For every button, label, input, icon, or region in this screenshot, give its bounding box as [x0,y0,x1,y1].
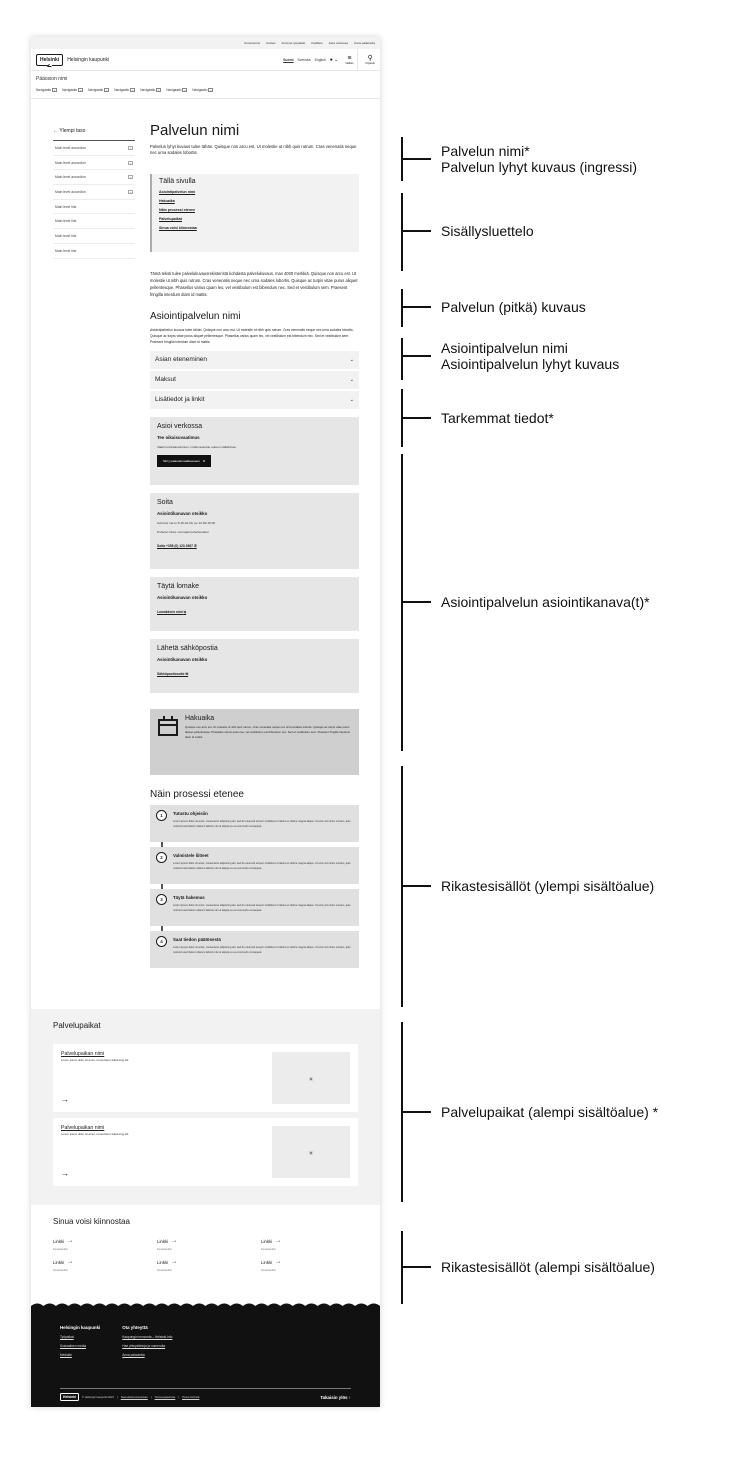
footer: Helsingin kaupunki Työpaikat Sosiaalinen media Medialle Ota yhteyttä Kaupungin neuvonta – Helsinki-info Hae yhteystietoja ja numeroita Anna palautetta Helsinki © Helsingin kaupunki 2021 | Saavutettavuusseloste | Tietosuojaseloste | Tietoa hel.fistä Takaisin ylös ↑ [31,1307,380,1407]
legal-link[interactable]: Tietoa hel.fistä [182,1395,200,1399]
channel-subtitle: Asiointikanavan otsikko [157,511,208,517]
arrow-right-icon: → [275,1259,282,1265]
helsinki-logo[interactable]: Helsinki [36,54,63,66]
image-placeholder [272,1052,350,1104]
annotation-label [441,594,650,610]
place-name[interactable]: Palvelupaikan nimi [61,1125,105,1131]
channel-online [150,417,359,485]
image-icon: ▣ [309,1075,313,1081]
application-period-text: Quisque non arcu est. Ut molestie ut nibh quis rutrum. Cras venenatis neque nec urna sodales lobortis. Quisque ac turpis vitae purus aliquet pellentesque. Phasellus varius quam leo, vel vestibulum est bibendum nec. Sed et vestibulum sem. Praesent fringilla interdum diam id mattis. [185,725,351,740]
annotation-connector [401,885,431,887]
annotation-label [441,1104,658,1120]
link-desc: Kuvausteksti [157,1269,172,1272]
section-nav-label: Navigaatio [140,88,156,92]
page-title: Palvelun nimi [150,122,240,139]
annotation-connector [401,417,431,419]
step-text: Lorem ipsum dolor sit amet, consectetur adipiscing elit, sed do eiusmod tempor incididunt ut labore et dolore magna aliqua. Ut enim ad minim veniam, quis nostrud exercitation ullamco laboris nisi ut aliquip ex ea commodo consequat. [173,820,351,829]
toc-link[interactable]: Asiointipalvelun nimi [159,189,196,194]
application-period [150,709,359,775]
sidebar-accordion[interactable] [53,170,135,185]
footer-col-city [60,1325,100,1357]
chevron-down-icon[interactable]: ⌄ [129,145,132,150]
sidebar-link[interactable] [53,229,135,244]
channel-text: Vaatii tunnistautumisen. Linkki avautuu uuteen välilehteen. [157,445,238,450]
step-number: 3 [156,894,167,905]
annotation-label [441,340,619,372]
footer-link[interactable]: Sosiaalinen media [60,1344,87,1348]
link-label[interactable]: Linkki [261,1238,273,1244]
login-label: Kirjaudu [365,61,375,65]
envelope-icon: ✉ [185,672,189,677]
process-step [150,805,359,842]
related-link[interactable] [157,1238,261,1251]
form-link[interactable] [157,610,186,614]
arrow-right-icon: → [67,1238,74,1244]
section-nav-label: Navigaatio [62,88,78,92]
step-text: Lorem ipsum dolor sit amet, consectetur adipiscing elit, sed do eiusmod tempor incididunt ut labore et dolore magna aliqua. Ut enim ad minim veniam, quis nostrud exercitation ullamco laboris nisi ut aliquip ex ea commodo consequat. [173,946,351,955]
channel-subtitle: Asiointikanavan otsikko [157,595,208,601]
chevron-down-icon: ⌄ [157,88,161,92]
utility-link[interactable]: Avoimet työpaikat [281,41,306,45]
channel-phone [150,493,359,569]
accordion-asian-eteneminen[interactable] [150,351,359,370]
annotation-connector [401,1266,431,1268]
annotation-label [441,143,637,175]
sidebar-item-label: Main level link [55,248,77,253]
sidebar-link[interactable] [53,200,135,215]
annotation-bracket [401,766,403,1007]
footer-col-title: Ota yhteyttä [122,1325,148,1330]
footer-link[interactable]: Medialle [60,1353,72,1357]
annotation-line: Palvelun lyhyt kuvaus (ingressi) [441,159,638,175]
table-of-contents [150,174,359,252]
chevron-down-icon: ⌄ [183,88,187,92]
legal-link[interactable]: Saavutettavuusseloste [120,1395,148,1399]
annotation-line: Rikastesisällöt (alempi sisältöalue) [441,1259,655,1275]
section-title[interactable]: Pääosion nimi [36,76,68,82]
service-description: Asiointipalvelun kuvaus tulee tähän. Quisque non arcu est. Ut molestie ut nibh quis rutrum. Cras venenatis neque nec urna sodales lobortis. Quisque ac turpis vitae purus aliquet pellentesque. Phasellus varius quam leo, vel vestibulum est bibendum nec. Sed et vestibulum sem. Praesent fringilla interdum diam id mattis. [150,327,354,344]
arrow-up-icon: ↑ [348,1394,351,1400]
utility-link[interactable]: Uutiset [266,41,276,45]
section-nav [31,71,380,99]
login-button[interactable] [365,55,375,65]
utility-bar [31,37,380,49]
utility-link[interactable]: Anna palautetta [353,41,375,45]
toc-title: Tällä sivulla [159,177,196,185]
link-desc: Kuvausteksti [53,1248,68,1251]
section-nav-label: Navigaatio [166,88,182,92]
phone-number: Soita +358 (0) 123 4567 [157,544,194,549]
link-label[interactable]: Linkki [53,1259,65,1265]
sidebar-item-label: Main level accordion [55,145,86,150]
place-desc: Lorem ipsum dolor sit amet, consectetur adipiscing elit. [61,1132,130,1136]
channel-email [150,639,359,693]
annotation-bracket [401,193,403,271]
section-nav-label: Navigaatio [192,88,208,92]
page-mockup [31,37,380,1407]
annotation-connector [401,230,431,232]
related-link[interactable] [261,1259,365,1272]
link-label[interactable]: Linkki [157,1259,169,1265]
channel-title: Soita [157,499,173,507]
back-label: Ylempi taso [59,128,86,134]
footer-divider [60,1388,351,1389]
sidebar-item-label: Main level accordion [55,160,86,165]
user-icon: ⚲ [367,54,373,62]
accordion-label: Asian eteneminen [155,356,208,364]
chevron-down-icon[interactable]: ⌄ [129,160,132,165]
link-desc: Kuvausteksti [261,1248,276,1251]
utility-link[interactable]: Asioi verkossa [328,41,348,45]
accordion-label: Maksut [155,376,176,384]
section-nav-item[interactable] [140,88,161,92]
annotation-bracket [401,338,403,380]
place-card[interactable] [53,1118,358,1186]
arrow-right-icon: → [171,1238,178,1244]
section-nav-item[interactable] [192,88,213,92]
sidebar-item-label: Main level accordion [55,189,86,194]
chevron-down-icon: ⌄ [209,88,213,92]
place-card[interactable] [53,1044,358,1112]
annotation-line: Palvelun (pitkä) kuvaus [441,299,586,315]
arrow-right-icon: → [67,1259,74,1265]
process-title: Näin prosessi etenee [150,789,244,801]
annotation-line: Asiointipalvelun asiointikanava(t)* [441,594,650,610]
step-title: Täytä hakemus [173,895,205,901]
divider [357,49,358,71]
related-link[interactable] [261,1238,365,1251]
footer-logo[interactable]: Helsinki [60,1393,79,1401]
image-icon: ▣ [309,1149,313,1155]
sidebar-link[interactable] [53,214,135,229]
footer-col-contact [122,1325,172,1357]
annotation-line: Tarkemmat tiedot* [441,410,554,426]
section-nav-item[interactable] [114,88,135,92]
annotation-connector [401,306,431,308]
channel-title: Täytä lomake [157,583,200,591]
related-link[interactable] [53,1238,157,1251]
process-step [150,847,359,884]
accordion-maksut[interactable] [150,371,359,390]
copyright: © Helsingin kaupunki 2021 [82,1395,115,1399]
step-number: 2 [156,852,167,863]
chevron-down-icon: ⌄ [79,88,82,92]
sidebar-accordion[interactable] [53,156,135,171]
step-title: Tutustu ohjeisiin [173,811,208,817]
place-name[interactable]: Palvelupaikan nimi [61,1051,105,1057]
chevron-down-icon: ⌄ [131,88,134,92]
step-text: Lorem ipsum dolor sit amet, consectetur adipiscing elit, sed do eiusmod tempor incididunt ut labore et dolore magna aliqua. Ut enim ad minim veniam, quis nostrud exercitation ullamco laboris nisi ut aliquip ex ea commodo consequat. [173,904,351,913]
service-locations [31,1009,380,1205]
email-link[interactable] [157,672,188,676]
phone-icon: ✆ [193,544,197,549]
link-label[interactable]: Linkki [157,1238,169,1244]
link-label[interactable]: Linkki [261,1259,273,1265]
step-title: Saat tiedon päätösestä [173,937,221,943]
annotation-label [441,223,534,239]
related-links [53,1217,363,1272]
lang-suomi[interactable]: Suomi [283,57,294,62]
annotation-label [441,1259,655,1275]
wave-divider [31,1301,380,1309]
step-number: 1 [156,810,167,821]
arrow-right-icon[interactable]: → [61,1169,69,1178]
lang-english[interactable]: English [314,57,326,62]
sidebar-item-label: Main level link [55,233,77,238]
footer-link[interactable]: Hae yhteystietoja ja numeroita [122,1344,166,1348]
places-title: Palvelupaikat [53,1021,101,1030]
section-nav-label: Navigaatio [114,88,130,92]
globe-icon[interactable]: ● ⌄ [329,56,339,63]
annotation-line: Rikastesisällöt (ylempi sisältöalue) [441,878,655,894]
related-link[interactable] [53,1259,157,1272]
sidebar-link[interactable] [53,244,135,259]
chevron-down-icon[interactable]: ⌄ [129,175,132,180]
chevron-down-icon: ⌄ [53,88,56,92]
section-nav-label: Navigaatio [36,88,52,92]
annotation-line: Asiointipalvelun lyhyt kuvaus [441,356,620,372]
process-steps [150,805,359,968]
annotation-line: Palvelupaikat (alempi sisältöalue) * [441,1104,659,1120]
arrow-right-icon[interactable]: → [61,1095,69,1104]
annotation-line: Sisällysluettelo [441,223,534,239]
arrow-right-icon: → [171,1259,178,1265]
accordion-lisatiedot[interactable] [150,391,359,410]
toc-link[interactable]: Sinua voisi kiinnostaa [159,225,197,230]
section-nav-item[interactable] [62,88,83,92]
header [31,49,380,71]
sidebar-accordion[interactable] [53,141,135,156]
site-name[interactable]: Helsingin kaupunki [67,56,110,63]
channel-title: Asioi verkossa [157,423,203,431]
footer-col-title: Helsingin kaupunki [60,1325,101,1330]
step-title: Valmistele liitteet [173,853,209,859]
button-label: Siirry palautelomakkeeseen [163,459,200,464]
annotation-line: Palvelun nimi* [441,143,530,159]
chevron-down-icon[interactable]: ⌄ [129,189,132,194]
external-link-icon: ⧉ [183,610,187,615]
chevron-down-icon: ⌄ [349,396,354,403]
image-placeholder [272,1126,350,1178]
step-number: 4 [156,936,167,947]
sidebar-item-label: Main level link [55,204,77,209]
annotation-bracket [401,1231,403,1304]
step-text: Lorem ipsum dolor sit amet, consectetur adipiscing elit, sed do eiusmod tempor incididunt ut labore et dolore magna aliqua. Ut enim ad minim veniam, quis nostrud exercitation ullamco laboris nisi ut aliquip ex ea commodo consequat. [173,862,351,871]
toc-link[interactable]: Palvelupaikat [159,216,182,221]
legal-link[interactable]: Tietosuojaseloste [154,1395,176,1399]
menu-label: Valikko [345,61,354,65]
arrow-right-icon: → [275,1238,282,1244]
annotation-label [441,299,586,315]
feedback-form-button[interactable] [157,455,211,467]
annotation-bracket [401,454,403,751]
channel-subtitle: Asiointikanavan otsikko [157,657,208,663]
link-desc: Kuvausteksti [157,1248,172,1251]
sidebar-item-label: Main level link [55,219,77,224]
annotation-connector [401,158,431,160]
annotation-connector [401,1111,431,1113]
calendar-icon [158,719,178,736]
external-link-icon: ⧉ [202,459,206,464]
toc-link[interactable]: Näin prosessi etenee [159,207,195,212]
annotation-connector [401,601,431,603]
toc-link[interactable]: Hakuaika [159,198,175,203]
main-content [150,121,359,973]
footer-link[interactable]: Kaupungin neuvonta – Helsinki-info [122,1335,173,1339]
back-link[interactable]: ← Ylempi taso [53,128,135,141]
annotation-label [441,878,654,894]
link-label[interactable]: Linkki [53,1238,65,1244]
lead-text: Palvelun lyhyt kuvaus tulee tähän. Quisque non arcu est. Ut molestie ut nibh quis rutrum. Cras venenatis neque nec urna sodales lobortis. [150,144,357,156]
hamburger-icon: ≡ [347,54,352,62]
form-name: Lomakkeen nimi [157,610,183,615]
footer-link[interactable]: Anna palautetta [122,1353,145,1357]
opening-hours: Avoinna ma-to 8.15-16.00, pe 12.00-15.00 [157,521,216,526]
annotation-bracket [401,289,403,327]
process-step [150,931,359,968]
phone-link[interactable] [157,544,197,548]
place-desc: Lorem ipsum dolor sit amet, consectetur adipiscing elit. [61,1058,130,1062]
back-to-top-label: Takaisin ylös [320,1394,348,1400]
chevron-down-icon: ⌄ [349,356,354,363]
sidebar-item-label: Main level accordion [55,175,86,180]
link-desc: Kuvausteksti [261,1269,276,1272]
call-price: Puhelun hinta: normaali puhelumaksu [157,530,209,535]
utility-link[interactable]: Osallistu [311,41,323,45]
email-address: Sähköpostiosoite [157,672,185,677]
sidebar-accordion[interactable] [53,185,135,200]
section-nav-item[interactable] [36,88,57,92]
lang-svenska[interactable]: Svenska [297,57,311,62]
section-nav-item[interactable] [88,88,109,92]
annotation-connector [401,355,431,357]
annotation-line: Asiointipalvelun nimi [441,340,568,356]
application-period-title: Hakuaika [185,715,215,723]
utility-link[interactable]: Koronavirus [244,41,261,45]
section-nav-label: Navigaatio [88,88,104,92]
menu-button[interactable] [345,55,353,65]
chevron-down-icon: ⌄ [349,376,354,383]
footer-link[interactable]: Työpaikat [60,1335,74,1339]
sidebar [53,128,135,259]
process-step [150,889,359,926]
back-to-top-link[interactable] [320,1395,351,1400]
section-nav-item[interactable] [166,88,187,92]
chevron-down-icon: ⌄ [105,88,108,92]
related-link[interactable] [157,1259,261,1272]
accordion-label: Lisätiedot ja linkit [155,396,205,404]
channel-title: Lähetä sähköpostia [157,645,218,653]
channel-form [150,577,359,631]
link-desc: Kuvausteksti [53,1269,68,1272]
service-title: Asiointipalvelun nimi [150,310,241,322]
interest-title: Sinua voisi kiinnostaa [53,1217,130,1226]
long-description: Tämä teksti tulee palvelukuvausrekisteristä kohdasta palvelukuvaus, max 4000 merkkiä. Quisque non arcu est. Ut molestie ut nibh quis rutrum. Cras venenatis neque nec urna sodales lobortis. Quisque ac turpis vitae purus aliquet pellentesque. Phasellus varius quam leo, vel vestibulum est bibendum nec. Sed et vestibulum sem. Praesent fringilla interdum diam id mattis. [150,270,358,298]
channel-subtitle: Tee oikaisuvaatimus [157,435,200,441]
annotation-label [441,410,554,426]
